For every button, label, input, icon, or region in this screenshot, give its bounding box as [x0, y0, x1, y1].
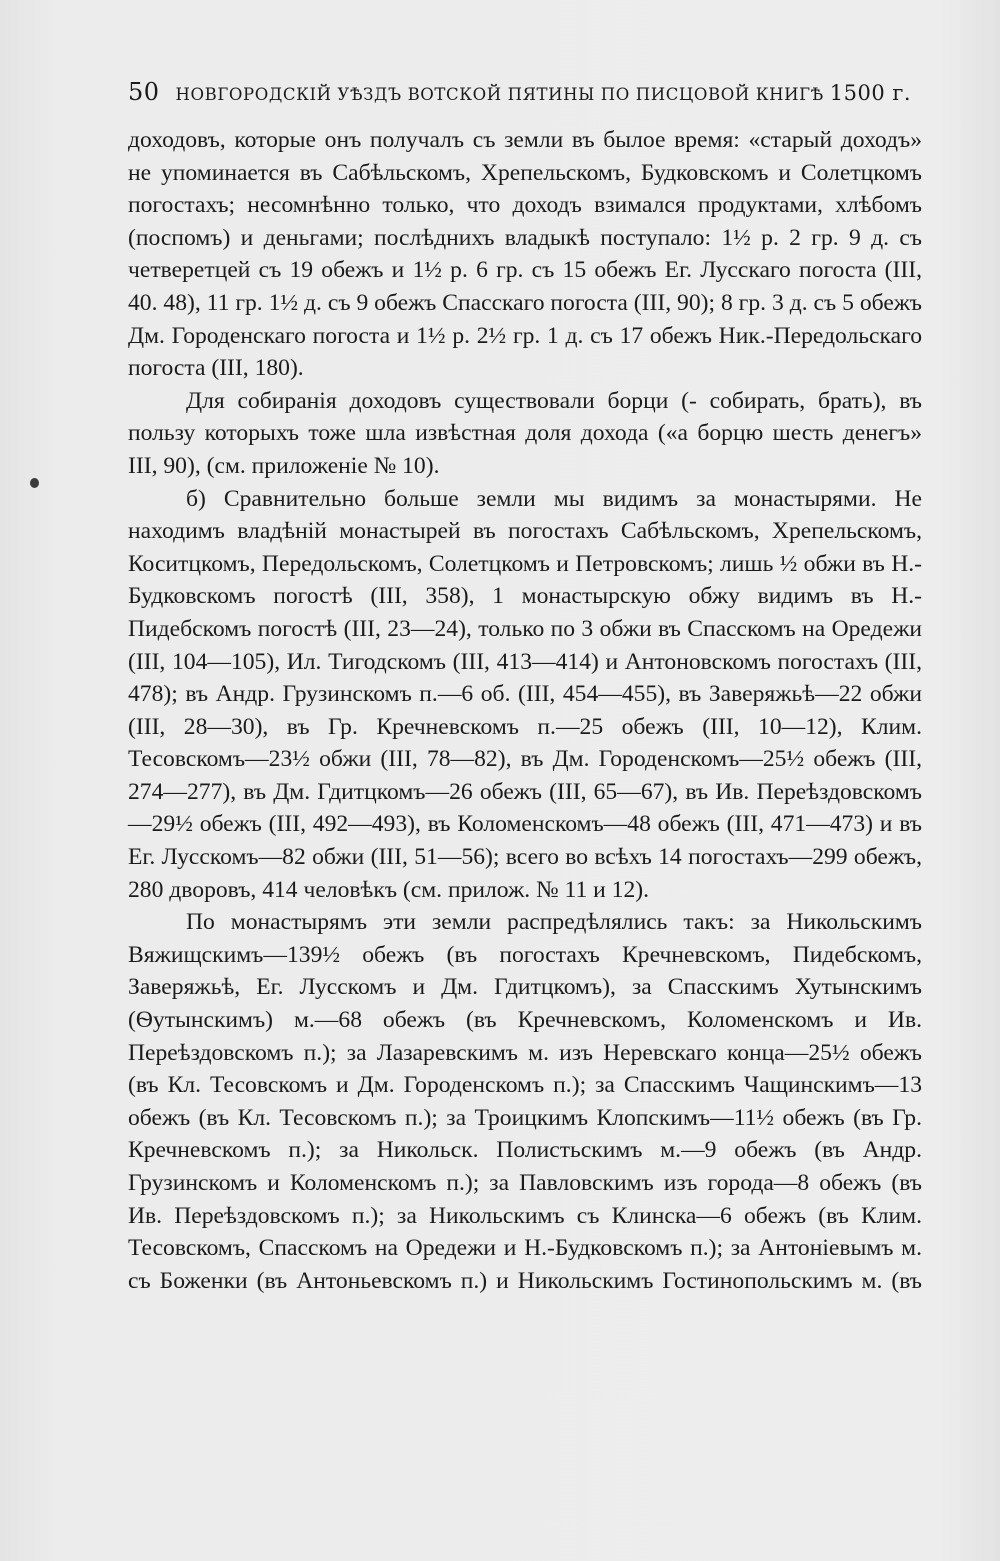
paragraph-continued: доходовъ, которые онъ получалъ съ земли въ былое время: «старый доходъ» не упоминается въ Сабѣльскомъ, Хрепельскомъ, Будковскомъ и Солетцкомъ погостахъ; несомнѣнно только, что доходъ взимался продуктами, хлѣбомъ (поспомъ) и деньгами; послѣднихъ владыкѣ поступало: 1½ р. 2 гр. 9 д. съ четверетцей съ 19 обежъ и 1½ р. 6 гр. съ 15 обежъ Ег. Лусскаго погоста (III, 40. 48), 11 гр. 1½ д. съ 9 обежъ Спасскаго погоста (III, 90); 8 гр. 3 д. съ 5 обежъ Дм. Городенскаго погоста и 1½ р. 2½ гр. 1 д. съ 17 обежъ Ник.-Передольскаго погоста (III, 180). — [128, 127, 922, 382]
running-head-year: 1500 г. — [829, 81, 912, 105]
ink-blot — [30, 478, 39, 488]
paragraph-monasteries: б) Сравнительно больше земли мы видимъ за монастырями. Не находимъ владѣній монастырей въ погостахъ Сабѣльскомъ, Хрепельскомъ, Коситцкомъ, Передольскомъ, Солетцкомъ и Петровскомъ; лишь ½ обжи въ Н.-Будковскомъ погостѣ (III, 358), 1 монастырскую обжу видимъ въ Н.-Пидебскомъ погостѣ (III, 23—24), только по 3 обжи въ Спасскомъ на Оредежи (III, 104—105), Ил. Тигодскомъ (III, 413—414) и Антоновскомъ погостахъ (III, 478); въ Андр. Грузинскомъ п.—6 об. (III, 454—455), въ Заверяжьѣ—22 обжи (III, 28—30), въ Гр. Кречневскомъ п.—25 обежъ (III, 10—12), Клим. Тесовскомъ—23½ обжи (III, 78—82), въ Дм. Городенскомъ—25½ обежъ (III, 274—277), въ Дм. Гдитцкомъ—26 обежъ (III, 65—67), въ Ив. Переѣздовскомъ—29½ обежъ (III, 492—493), въ Коломенскомъ—48 обежъ (III, 471—473) и въ Ег. Лусскомъ—82 обжи (III, 51—56); всего во всѣхъ 14 погостахъ—299 обежъ, 280 дворовъ, 414 человѣкъ (см. прилож. № 11 и 12). — [128, 485, 922, 903]
text-column — [128, 78, 922, 1297]
paragraph-distribution: По монастырямъ эти земли распредѣлялись такъ: за Никольскимъ Вяжищскимъ—139½ обежъ (въ погостахъ Кречневскомъ, Пидебскомъ, Заверяжьѣ, Ег. Лусскомъ и Дм. Гдитцкомъ), за Спасскимъ Хутынскимъ (Ѳутынскимъ) м.—68 обежъ (въ Кречневскомъ, Коломенскомъ и Ив. Переѣздовскомъ п.); за Лазаревскимъ м. изъ Неревскаго конца—25½ обежъ (въ Кл. Тесовскомъ и Дм. Городенскомъ п.); за Спасскимъ Чащинскимъ—13 обежъ (въ Кл. Тесовскомъ п.); за Троицкимъ Клопскимъ—11½ обежъ (въ Гр. Кречневскомъ п.); за Никольск. Полистьскимъ м.—9 обежъ (въ Андр. Грузинскомъ и Коломенскомъ п.); за Павловскимъ изъ города—8 обежъ (въ Ив. Переѣздовскомъ п.); за Никольскимъ съ Клинска—6 обежъ (въ Клим. Тесовскомъ, Спасскомъ на Оредежи и Н.-Будковскомъ п.); за Антоніевымъ м. съ Боженки (въ Антоньевскомъ п.) и Никольскимъ Гостинопольскимъ м. (въ — [128, 909, 922, 1294]
running-head-title: НОВГОРОДСКІЙ УѢЗДЪ ВОТСКОЙ ПЯТИНЫ ПО ПИСЦОВОЙ КНИГѢ — [175, 85, 824, 104]
page-number: 50 — [128, 78, 160, 106]
paragraph-bortsy: Для собиранія доходовъ существовали борци (- собирать, брать), въ пользу которыхъ тоже шла извѣстная доля дохода («а борцю шесть денегъ» III, 90), (см. приложеніе № 10). — [128, 387, 922, 479]
running-head — [128, 78, 922, 106]
